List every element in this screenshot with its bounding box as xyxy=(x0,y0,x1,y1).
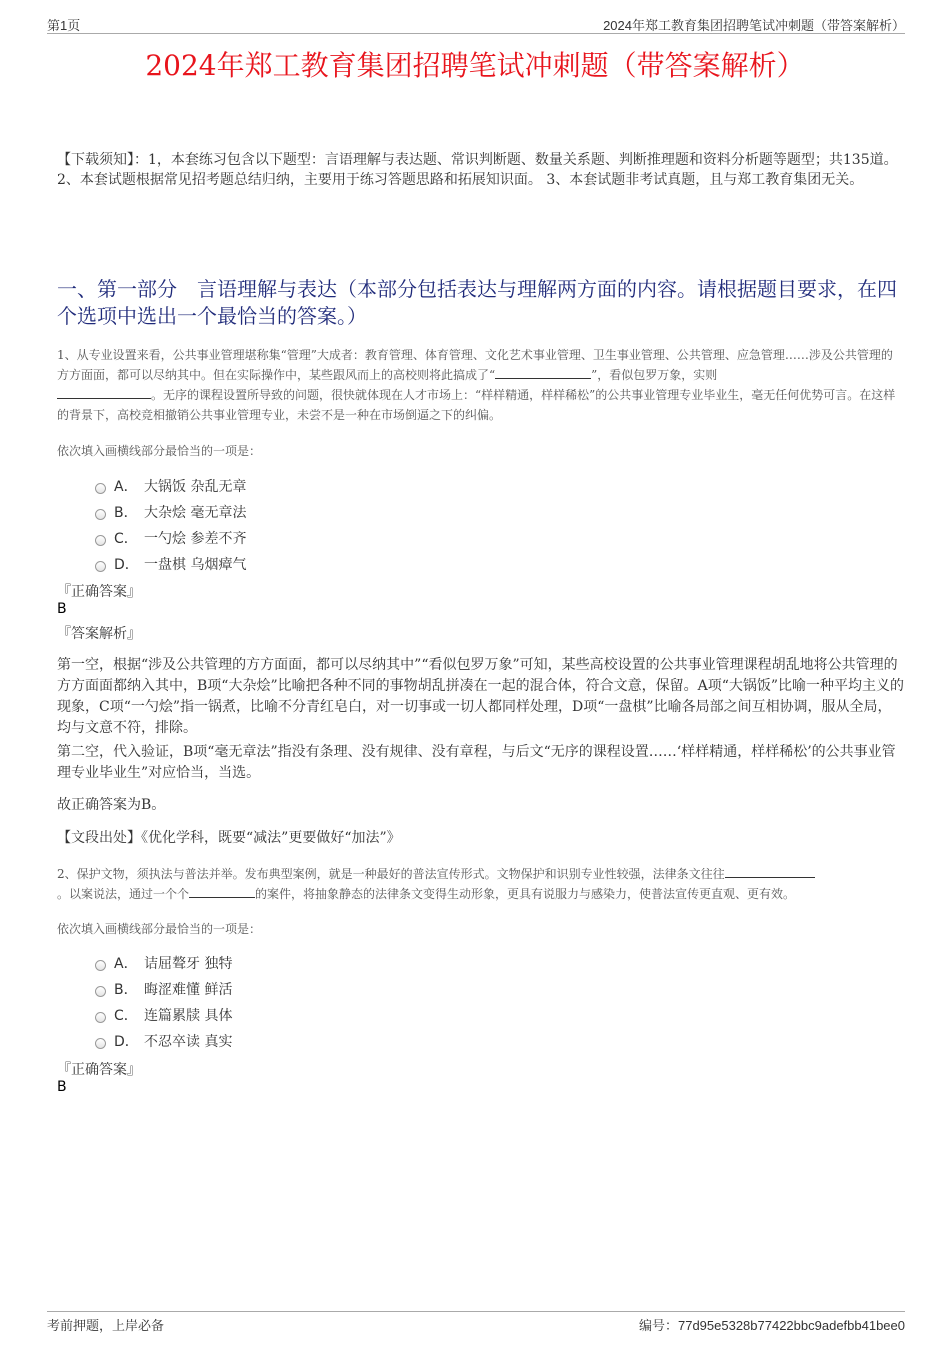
fill-blank-1 xyxy=(725,866,815,878)
option-d[interactable]: D． 一盘棋 乌烟瘴气 xyxy=(95,551,246,577)
page-header xyxy=(47,14,905,34)
question-2-options xyxy=(95,950,232,1054)
question-1-text: 1、从专业设置来看，公共事业管理堪称集“管理”大成者：教育管理、体育管理、文化艺术事业管理、卫生事业管理、公共管理、应急管理……涉及公共管理的方方面面，都可以尽纳其中。但在实际操作中，某些跟风而上的高校则将此搞成了“ ”，看似包罗万象，实则 。无序的课程设置所导致的问题，很快就体现在人才市场上：“样样精通，样样稀松”的公共事业管理专业毕业生，毫无任何优势可言。在这样的背景下，高校竞相撤销公共事业管理专业，未尝不是一种在市场倒逼之下的纠偏。 xyxy=(57,348,896,422)
radio-button[interactable] xyxy=(95,535,106,546)
page-footer xyxy=(47,1311,905,1333)
question-2-prompt: 依次填入画横线部分最恰当的一项是： xyxy=(57,922,262,936)
header-doc-title: 2024年郑工教育集团招聘笔试冲刺题（带答案解析） xyxy=(603,18,905,33)
page-number: 第1页 xyxy=(47,18,81,33)
passage-source: 【文段出处】《优化学科，既要“减法”更要做好“加法”》 xyxy=(57,830,401,846)
question-1-prompt: 依次填入画横线部分最恰当的一项是： xyxy=(57,444,262,458)
correct-answer-value: B xyxy=(57,1079,67,1095)
analysis-conclusion: 故正确答案为B。 xyxy=(57,797,166,813)
document-title: 2024年郑工教育集团招聘笔试冲刺题（带答案解析） xyxy=(145,49,805,82)
document-serial: 编号：77d95e5328b77422bbc9adefbb41bee0 xyxy=(638,1318,905,1333)
question-2-text: 2、保护文物，须执法与普法并举。发布典型案例，就是一种最好的普法宣传形式。文物保护和识别专业性较强，法律条文往往 。以案说法，通过一个个 的案件，将抽象静态的法律条文变得生动形象，更具有说服力与感染力，使普法宣传更直观、更有效。 xyxy=(57,864,902,904)
analysis-label: 『答案解析』 xyxy=(57,626,141,642)
radio-button[interactable] xyxy=(95,960,106,971)
option-a[interactable]: A． 诘屈聱牙 独特 xyxy=(95,950,232,976)
option-a[interactable]: A． 大锅饭 杂乱无章 xyxy=(95,473,246,499)
radio-button[interactable] xyxy=(95,1038,106,1049)
radio-button[interactable] xyxy=(95,509,106,520)
correct-answer-label: 『正确答案』 xyxy=(57,1062,141,1078)
download-notice: 【下载须知】：1，本套练习包含以下题型：言语理解与表达题、常识判断题、数量关系题、判断推理题和资料分析题等题型；共135道。2、本套试题根据常见招考题总结归纳，主要用于练习答题思路和拓展知识面。 3、本套试题非考试真题，且与郑工教育集团无关。 xyxy=(57,152,898,188)
fill-blank-1 xyxy=(495,367,591,379)
fill-blank-2 xyxy=(189,886,255,898)
correct-answer-value: B xyxy=(57,601,67,617)
option-c[interactable]: C． 一勺烩 参差不齐 xyxy=(95,525,246,551)
radio-button[interactable] xyxy=(95,1012,106,1023)
fill-blank-2 xyxy=(57,387,151,399)
question-1-options xyxy=(95,473,246,577)
option-b[interactable]: B． 晦涩难懂 鲜活 xyxy=(95,976,232,1002)
analysis-paragraph-1: 第一空，根据“涉及公共管理的方方面面，都可以尽纳其中”“看似包罗万象”可知，某些高校设置的公共事业管理课程胡乱地将公共管理的方方面面都纳入其中，B项“大杂烩”比喻把各种不同的事物胡乱拼凑在一起的混合体，符合文意，保留。A项“大锅饭”比喻一种平均主义的现象，C项“一勺烩”指一锅煮，比喻不分青红皂白，对一切事或一切人都同样处理，D项“一盘棋”比喻各局部之间互相协调，服从全局，均与文意不符，排除。 xyxy=(57,657,905,736)
correct-answer-label: 『正确答案』 xyxy=(57,584,141,600)
section-heading: 一、第一部分 言语理解与表达（本部分包括表达与理解两方面的内容。请根据题目要求，在四个选项中选出一个最恰当的答案。） xyxy=(57,277,897,328)
radio-button[interactable] xyxy=(95,483,106,494)
radio-button[interactable] xyxy=(95,561,106,572)
option-b[interactable]: B． 大杂烩 毫无章法 xyxy=(95,499,246,525)
analysis-paragraph-2: 第二空，代入验证，B项“毫无章法”指没有条理、没有规律、没有章程，与后文“无序的课程设置……‘样样精通，样样稀松’的公共事业管理专业毕业生”对应恰当，当选。 xyxy=(57,744,896,781)
footer-slogan: 考前押题，上岸必备 xyxy=(47,1318,165,1333)
radio-button[interactable] xyxy=(95,986,106,997)
option-c[interactable]: C． 连篇累牍 具体 xyxy=(95,1002,232,1028)
option-d[interactable]: D． 不忍卒读 真实 xyxy=(95,1028,232,1054)
